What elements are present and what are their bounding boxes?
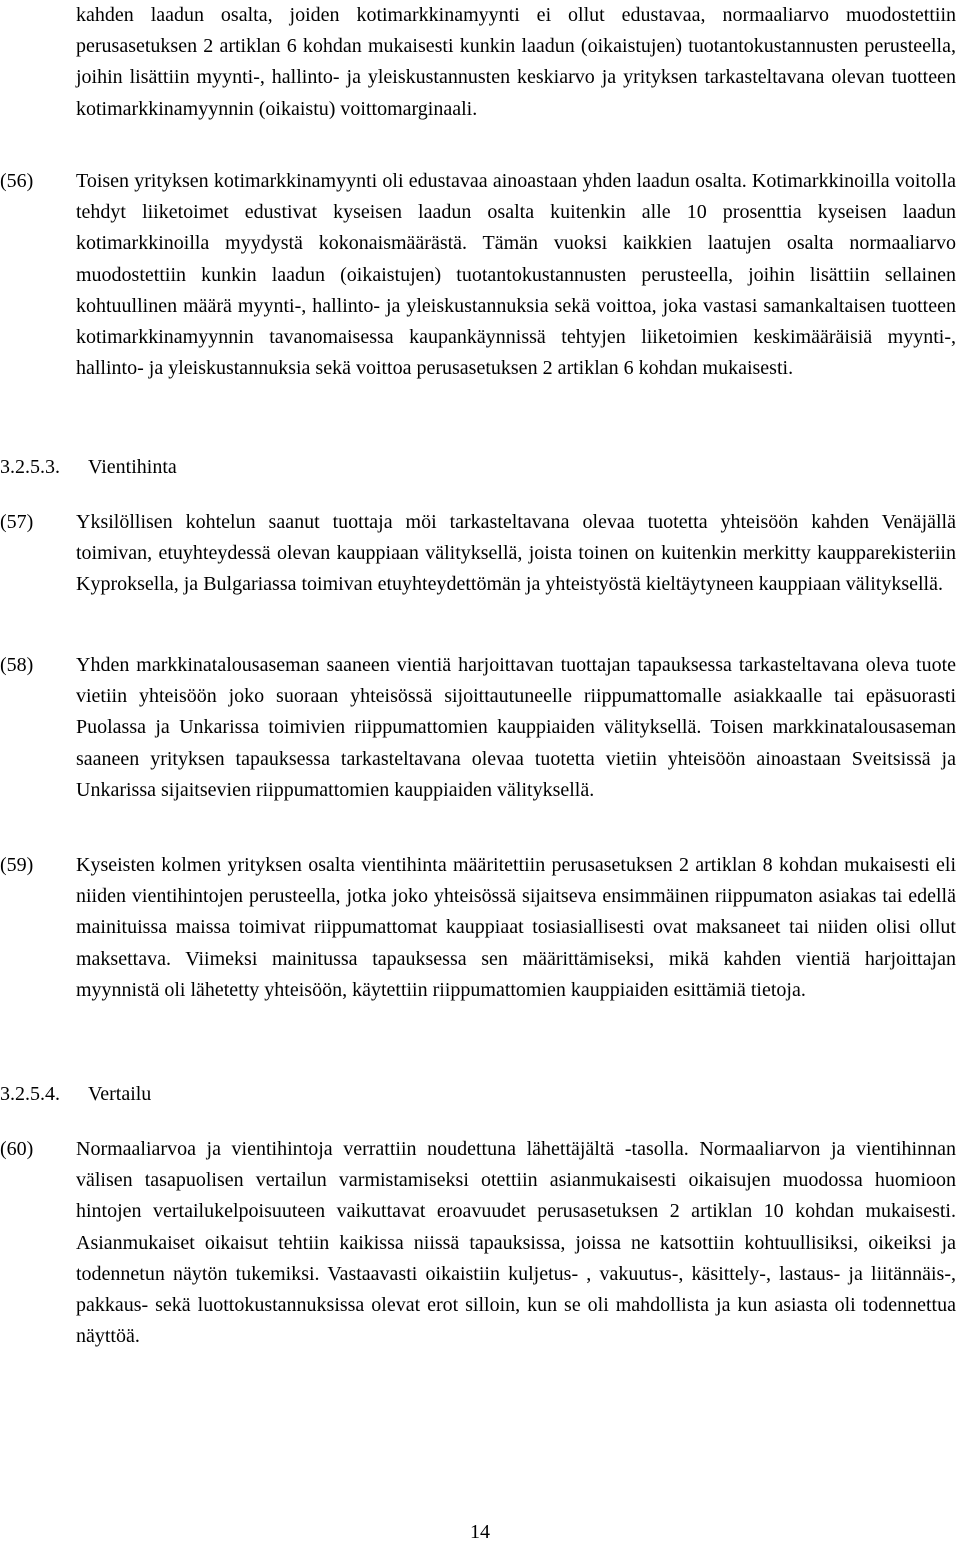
paragraph-56: Toisen yrityksen kotimarkkinamyynti oli edustavaa ainoastaan yhden laadun osalta. Kotimarkkinoilla voitolla tehdyt liiketoimet edustivat kyseisen laadun osalta kuitenkin alle 10 prosenttia kyseisen laadun kotimarkkinoilla myydystä kokonaismäärästä. Tämän vuoksi kaikkien laatujen osalta normaaliarvo muodostettiin kunkin laadun (oikaistujen) tuotantokustannusten perusteella, joihin lisättiin sellainen kohtuullinen määrä myynti-, hallinto- ja yleiskustannuksia sekä voittoa, joka vastasi samankaltaisen tuotteen kotimarkkinamyynnin tavanomaisessa kaupankäynnissä tehtyjen liiketoimien keskimääräisiä myynti-, hallinto- ja yleiskustannuksia sekä voittoa perusasetuksen 2 artiklan 6 kohdan mukaisesti. — [76, 170, 956, 380]
section-number: 3.2.5.4. — [0, 1083, 60, 1105]
section-heading-vientihinta — [0, 452, 177, 483]
section-title: Vertailu — [88, 1083, 152, 1105]
paragraph-number-60: (60) — [0, 1138, 34, 1160]
section-heading-vertailu — [0, 1079, 151, 1110]
section-title: Vientihinta — [88, 456, 177, 478]
paragraph-number-57: (57) — [0, 511, 34, 533]
page-number: 14 — [470, 1521, 490, 1543]
paragraph-59: Kyseisten kolmen yrityksen osalta vientihinta määritettiin perusasetuksen 2 artiklan 8 kohdan mukaisesti eli niiden vientihintojen perusteella, jotka joko yhteisössä sijaitseva ensimmäinen riippumaton asiakas tai edellä mainituissa maissa toimivat riippumattomat kauppiaat tosiasiallisesti ovat maksaneet tai niiden olisi ollut maksettava. Viimeksi mainitussa tapauksessa sen määrittämiseksi, mikä kahden vientiä harjoittajan myynnistä oli lähetetty yhteisöön, käytettiin riippumattomien kauppiaiden esittämiä tietoja. — [76, 854, 956, 1001]
paragraph-60: Normaaliarvoa ja vientihintoja verrattiin noudettuna lähettäjältä -tasolla. Normaaliarvon ja vientihinnan välisen tasapuolisen vertailun varmistamiseksi otettiin asianmukaisesti oikaisujen muodossa huomioon hintojen vertailukelpoisuuteen vaikuttavat eroavuudet perusasetuksen 2 artiklan 10 kohdan mukaisesti. Asianmukaiset oikaisut tehtiin kaikissa niissä tapauksissa, joissa ne katsottiin kohtuullisiksi, oikeiksi ja todennetun näytön tukemiksi. Vastaavasti oikaistiin kuljetus- , vakuutus-, käsittely-, lastaus- ja liitännäis-, pakkaus- sekä luottokustannuksissa olevat erot silloin, kun se oli mahdollista ja kun asiasta oli todennettua näyttöä. — [76, 1138, 956, 1348]
paragraph-58: Yhden markkinatalousaseman saaneen vientiä harjoittavan tuottajan tapauksessa tarkasteltavana oleva tuote vietiin yhteisöön joko suoraan yhteisössä sijoittautuneelle riippumattomalle asiakkaalle tai epäsuorasti Puolassa ja Unkarissa toimivien riippumattomien kauppiaiden välityksellä. Toisen markkinatalousaseman saaneen yrityksen tapauksessa tarkasteltavana olevaa tuotetta vietiin yhteisöön ainoastaan Sveitsissä ja Unkarissa sijaitsevien riippumattomien kauppiaiden välityksellä. — [76, 654, 956, 801]
paragraph-number-58: (58) — [0, 654, 34, 676]
section-number: 3.2.5.3. — [0, 456, 60, 478]
paragraph-number-56: (56) — [0, 170, 34, 192]
paragraph-continuation: kahden laadun osalta, joiden kotimarkkinamyynti ei ollut edustavaa, normaaliarvo muodostettiin perusasetuksen 2 artiklan 6 kohdan mukaisesti kunkin laadun (oikaistujen) tuotantokustannusten perusteella, joihin lisättiin myynti-, hallinto- ja yleiskustannusten keskiarvo ja yrityksen tarkasteltavana olevan tuotteen kotimarkkinamyynnin (oikaistu) voittomarginaali. — [76, 4, 956, 120]
paragraph-57: Yksilöllisen kohtelun saanut tuottaja möi tarkasteltavana olevaa tuotetta yhteisöön kahden Venäjällä toimivan, etuyhteydessä olevan kauppiaan välityksellä, joista toinen on kuitenkin merkitty kaupparekisteriin Kyproksella, ja Bulgariassa toimivan etuyhteydettömän ja yhteistyöstä kieltäytyneen kauppiaan välityksellä. — [76, 511, 956, 596]
paragraph-number-59: (59) — [0, 854, 34, 876]
